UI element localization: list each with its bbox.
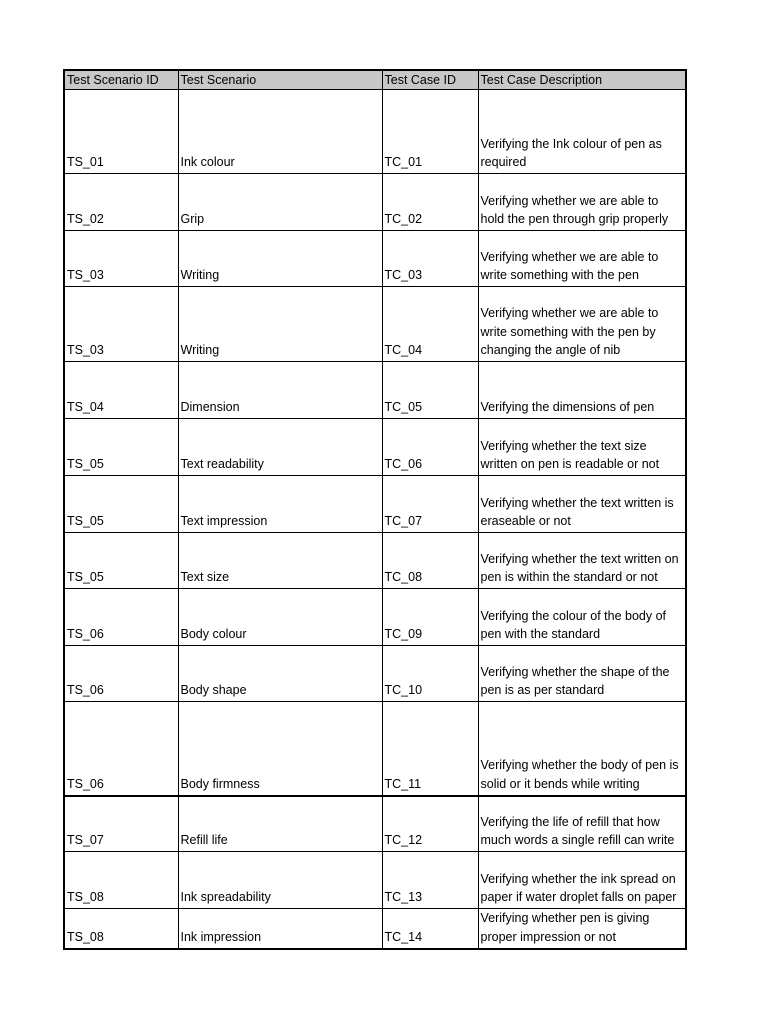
cell-scenario-id[interactable]: TS_03 <box>64 231 178 287</box>
cell-scenario-id[interactable]: TS_06 <box>64 702 178 796</box>
table-row <box>64 90 686 174</box>
cell-scenario-id[interactable]: TS_05 <box>64 533 178 589</box>
cell-description[interactable]: Verifying the life of refill that how much words a single refill can write <box>478 796 686 852</box>
cell-scenario-id[interactable]: TS_01 <box>64 90 178 174</box>
cell-description[interactable]: Verifying whether the text size written on pen is readable or not <box>478 419 686 476</box>
table-row <box>64 287 686 362</box>
cell-case-id[interactable]: TC_04 <box>382 287 478 362</box>
cell-scenario-id[interactable]: TS_08 <box>64 909 178 949</box>
cell-scenario-id[interactable]: TS_05 <box>64 419 178 476</box>
cell-scenario-id[interactable]: TS_06 <box>64 589 178 646</box>
cell-scenario-id[interactable]: TS_08 <box>64 852 178 909</box>
table-row <box>64 796 686 852</box>
table-row <box>64 702 686 796</box>
cell-scenario[interactable]: Ink spreadability <box>178 852 382 909</box>
cell-description[interactable]: Verifying whether the text written on pen is within the standard or not <box>478 533 686 589</box>
cell-scenario-id[interactable]: TS_04 <box>64 362 178 419</box>
cell-scenario[interactable]: Ink colour <box>178 90 382 174</box>
cell-case-id[interactable]: TC_02 <box>382 174 478 231</box>
cell-scenario-id[interactable]: TS_05 <box>64 476 178 533</box>
cell-case-id[interactable]: TC_06 <box>382 419 478 476</box>
table-row <box>64 174 686 231</box>
cell-description[interactable]: Verifying whether we are able to write something with the pen by changing the angle of nib <box>478 287 686 362</box>
header-test-scenario-id[interactable]: Test Scenario ID <box>64 70 178 90</box>
cell-scenario[interactable]: Writing <box>178 231 382 287</box>
cell-scenario[interactable]: Dimension <box>178 362 382 419</box>
cell-case-id[interactable]: TC_13 <box>382 852 478 909</box>
cell-scenario-id[interactable]: TS_07 <box>64 796 178 852</box>
cell-case-id[interactable]: TC_10 <box>382 646 478 702</box>
cell-description[interactable]: Verifying whether pen is giving proper impression or not <box>478 909 686 949</box>
spreadsheet <box>63 69 685 950</box>
cell-description[interactable]: Verifying whether the text written is eraseable or not <box>478 476 686 533</box>
cell-description[interactable]: Verifying the colour of the body of pen with the standard <box>478 589 686 646</box>
cell-scenario[interactable]: Writing <box>178 287 382 362</box>
cell-case-id[interactable]: TC_11 <box>382 702 478 796</box>
cell-scenario[interactable]: Body shape <box>178 646 382 702</box>
cell-scenario[interactable]: Body firmness <box>178 702 382 796</box>
table-row <box>64 589 686 646</box>
header-test-case-id[interactable]: Test Case ID <box>382 70 478 90</box>
cell-case-id[interactable]: TC_01 <box>382 90 478 174</box>
cell-description[interactable]: Verifying whether the shape of the pen is as per standard <box>478 646 686 702</box>
cell-scenario[interactable]: Refill life <box>178 796 382 852</box>
cell-case-id[interactable]: TC_03 <box>382 231 478 287</box>
cell-scenario[interactable]: Text size <box>178 533 382 589</box>
table-row <box>64 231 686 287</box>
cell-description[interactable]: Verifying whether we are able to hold the pen through grip properly <box>478 174 686 231</box>
table-row <box>64 419 686 476</box>
header-test-scenario[interactable]: Test Scenario <box>178 70 382 90</box>
cell-scenario-id[interactable]: TS_02 <box>64 174 178 231</box>
table-row <box>64 852 686 909</box>
cell-scenario[interactable]: Text readability <box>178 419 382 476</box>
table-row <box>64 909 686 949</box>
cell-case-id[interactable]: TC_07 <box>382 476 478 533</box>
cell-scenario-id[interactable]: TS_03 <box>64 287 178 362</box>
header-test-case-description[interactable]: Test Case Description <box>478 70 686 90</box>
cell-case-id[interactable]: TC_05 <box>382 362 478 419</box>
cell-case-id[interactable]: TC_08 <box>382 533 478 589</box>
cell-scenario[interactable]: Ink impression <box>178 909 382 949</box>
cell-scenario[interactable]: Body colour <box>178 589 382 646</box>
test-case-table <box>63 69 687 950</box>
cell-description[interactable]: Verifying the dimensions of pen <box>478 362 686 419</box>
cell-description[interactable]: Verifying whether the ink spread on paper if water droplet falls on paper <box>478 852 686 909</box>
cell-scenario[interactable]: Text impression <box>178 476 382 533</box>
table-row <box>64 476 686 533</box>
cell-description[interactable]: Verifying whether we are able to write something with the pen <box>478 231 686 287</box>
table-row <box>64 533 686 589</box>
cell-case-id[interactable]: TC_09 <box>382 589 478 646</box>
cell-scenario-id[interactable]: TS_06 <box>64 646 178 702</box>
cell-case-id[interactable]: TC_12 <box>382 796 478 852</box>
cell-scenario[interactable]: Grip <box>178 174 382 231</box>
cell-description[interactable]: Verifying whether the body of pen is solid or it bends while writing <box>478 702 686 796</box>
table-row <box>64 646 686 702</box>
cell-description[interactable]: Verifying the Ink colour of pen as required <box>478 90 686 174</box>
table-row <box>64 362 686 419</box>
header-row <box>64 70 686 90</box>
cell-case-id[interactable]: TC_14 <box>382 909 478 949</box>
